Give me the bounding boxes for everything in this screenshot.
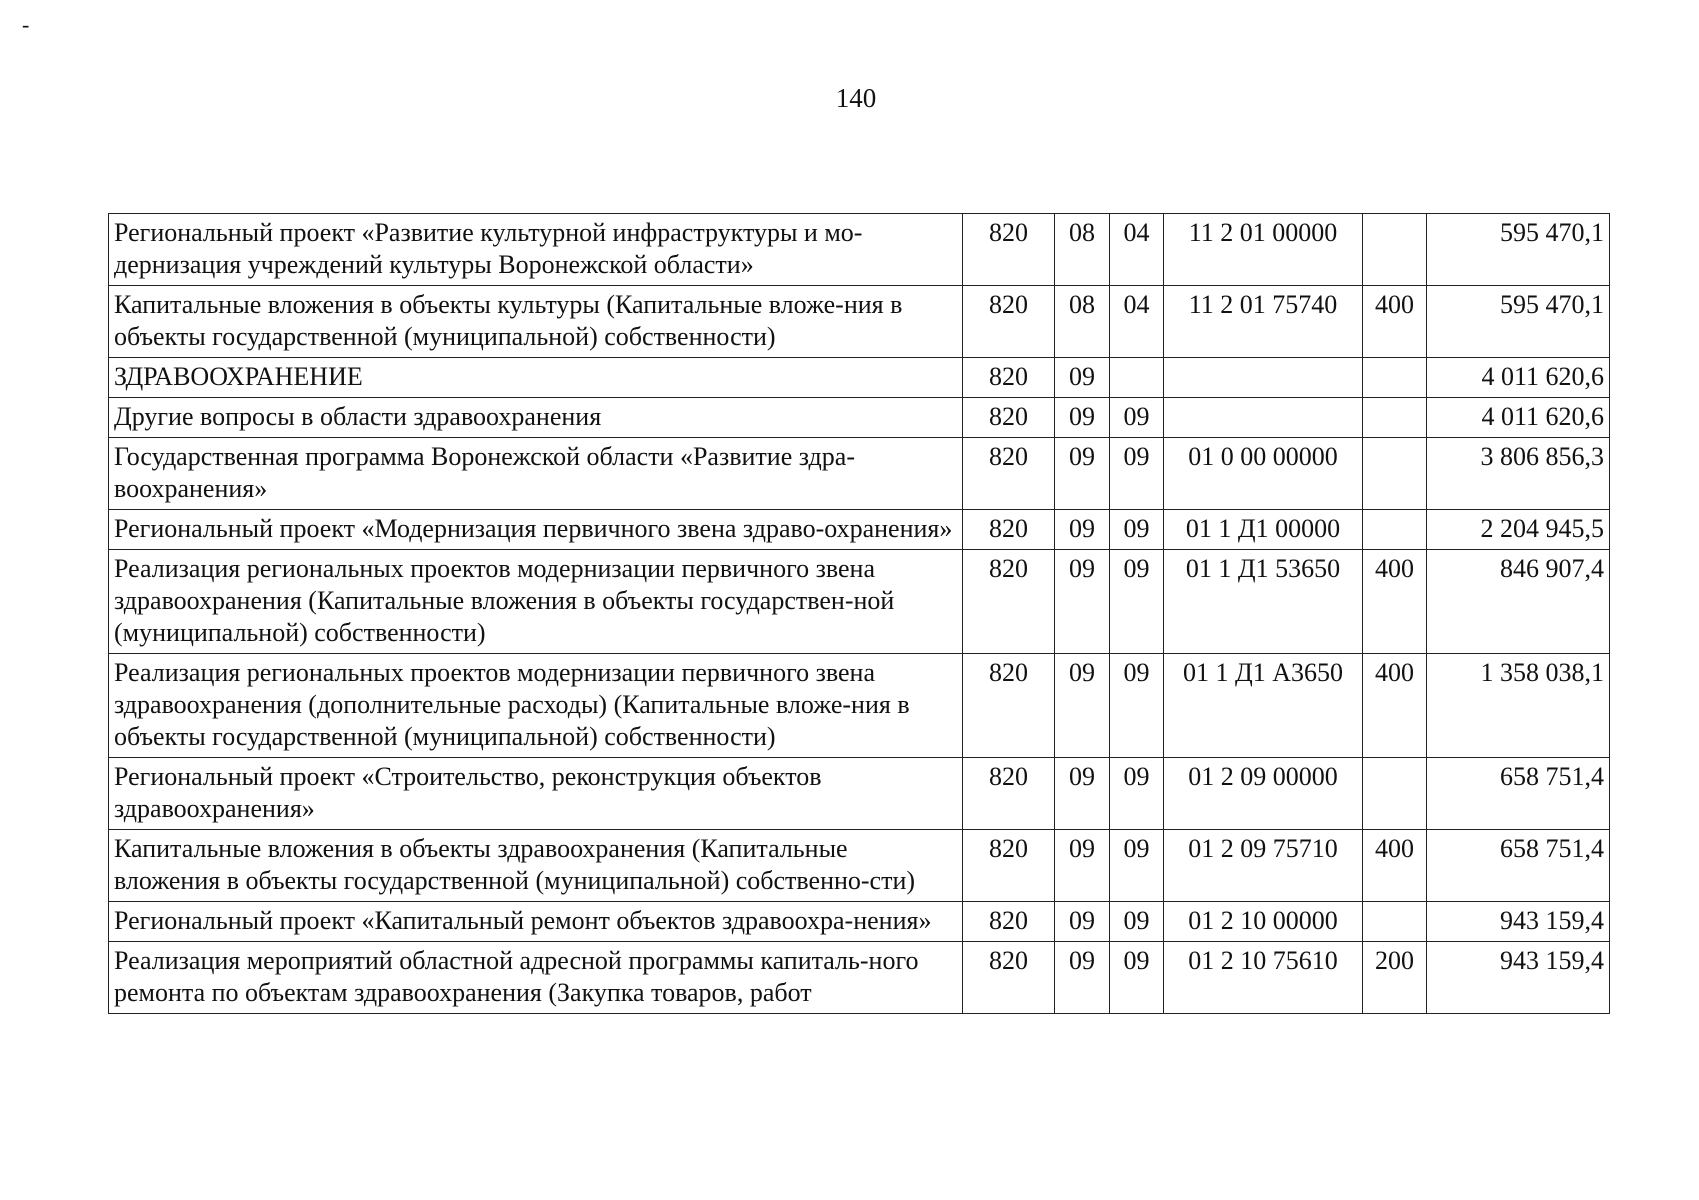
row-target-article: 01 2 09 75710: [1164, 830, 1363, 902]
row-name: Капитальные вложения в объекты здравоохранения (Капитальные вложения в объекты государственной (муниципальной) собственно-сти): [109, 830, 963, 902]
table-row: [109, 438, 1610, 510]
row-ved-code: 820: [963, 902, 1055, 942]
table-row: [109, 902, 1610, 942]
row-expense-type: [1363, 398, 1427, 438]
budget-table: [108, 213, 1610, 1014]
page-number: 140: [835, 83, 877, 113]
table-row: [109, 358, 1610, 398]
row-amount: 658 751,4: [1427, 830, 1610, 902]
row-section-code: 09: [1055, 758, 1110, 830]
row-subsection-code: 04: [1110, 286, 1164, 358]
row-target-article: 01 1 Д1 А3650: [1164, 654, 1363, 758]
row-expense-type: [1363, 902, 1427, 942]
row-target-article: [1164, 398, 1363, 438]
row-target-article: [1164, 358, 1363, 398]
table-row: [109, 830, 1610, 902]
row-ved-code: 820: [963, 550, 1055, 654]
table-row: [109, 654, 1610, 758]
row-section-code: 09: [1055, 438, 1110, 510]
row-amount: 3 806 856,3: [1427, 438, 1610, 510]
row-ved-code: 820: [963, 214, 1055, 286]
row-ved-code: 820: [963, 758, 1055, 830]
row-expense-type: 400: [1363, 550, 1427, 654]
row-ved-code: 820: [963, 942, 1055, 1014]
row-section-code: 09: [1055, 830, 1110, 902]
row-target-article: 11 2 01 00000: [1164, 214, 1363, 286]
row-subsection-code: 09: [1110, 758, 1164, 830]
table-row: [109, 942, 1610, 1014]
row-amount: 595 470,1: [1427, 286, 1610, 358]
row-subsection-code: [1110, 358, 1164, 398]
row-ved-code: 820: [963, 510, 1055, 550]
row-name: Реализация региональных проектов модернизации первичного звена здравоохранения (дополнительные расходы) (Капитальные вложе-ния в объекты государственной (муниципальной) собственности): [109, 654, 963, 758]
row-amount: 846 907,4: [1427, 550, 1610, 654]
row-subsection-code: 09: [1110, 398, 1164, 438]
row-name: Региональный проект «Капитальный ремонт объектов здравоохра-нения»: [109, 902, 963, 942]
row-section-code: 09: [1055, 654, 1110, 758]
row-name: Региональный проект «Развитие культурной инфраструктуры и мо-дернизация учреждений культуры Воронежской области»: [109, 214, 963, 286]
table-row: [109, 758, 1610, 830]
corner-mark: -: [22, 12, 30, 37]
row-name: Региональный проект «Строительство, реконструкция объектов здравоохранения»: [109, 758, 963, 830]
row-section-code: 09: [1055, 398, 1110, 438]
row-expense-type: 400: [1363, 286, 1427, 358]
row-name: Капитальные вложения в объекты культуры (Капитальные вложе-ния в объекты государственной (муниципальной) собственности): [109, 286, 963, 358]
row-subsection-code: 09: [1110, 830, 1164, 902]
row-subsection-code: 09: [1110, 510, 1164, 550]
row-section-code: 09: [1055, 358, 1110, 398]
row-section-code: 09: [1055, 942, 1110, 1014]
row-target-article: 01 2 10 75610: [1164, 942, 1363, 1014]
row-ved-code: 820: [963, 654, 1055, 758]
row-expense-type: 200: [1363, 942, 1427, 1014]
row-amount: 2 204 945,5: [1427, 510, 1610, 550]
table-row: [109, 550, 1610, 654]
row-section-code: 08: [1055, 214, 1110, 286]
row-target-article: 01 2 09 00000: [1164, 758, 1363, 830]
row-amount: 1 358 038,1: [1427, 654, 1610, 758]
row-name: Реализация региональных проектов модернизации первичного звена здравоохранения (Капитальные вложения в объекты государствен-ной (муниципальной) собственности): [109, 550, 963, 654]
row-name: Государственная программа Воронежской области «Развитие здра-воохранения»: [109, 438, 963, 510]
row-target-article: 01 1 Д1 53650: [1164, 550, 1363, 654]
row-expense-type: [1363, 758, 1427, 830]
row-amount: 595 470,1: [1427, 214, 1610, 286]
row-ved-code: 820: [963, 398, 1055, 438]
row-ved-code: 820: [963, 358, 1055, 398]
row-expense-type: [1363, 510, 1427, 550]
row-ved-code: 820: [963, 286, 1055, 358]
row-expense-type: [1363, 358, 1427, 398]
row-expense-type: 400: [1363, 654, 1427, 758]
table-row: [109, 398, 1610, 438]
row-expense-type: 400: [1363, 830, 1427, 902]
row-name: Реализация мероприятий областной адресной программы капиталь-ного ремонта по объектам здравоохранения (Закупка товаров, работ: [109, 942, 963, 1014]
table-row: [109, 510, 1610, 550]
row-ved-code: 820: [963, 830, 1055, 902]
row-subsection-code: 09: [1110, 654, 1164, 758]
row-section-code: 09: [1055, 510, 1110, 550]
row-expense-type: [1363, 438, 1427, 510]
row-amount: 658 751,4: [1427, 758, 1610, 830]
row-target-article: 01 2 10 00000: [1164, 902, 1363, 942]
row-section-code: 09: [1055, 902, 1110, 942]
row-subsection-code: 09: [1110, 438, 1164, 510]
row-subsection-code: 09: [1110, 942, 1164, 1014]
row-section-code: 09: [1055, 550, 1110, 654]
row-name: Региональный проект «Модернизация первичного звена здраво-охранения»: [109, 510, 963, 550]
row-amount: 943 159,4: [1427, 902, 1610, 942]
row-section-code: 08: [1055, 286, 1110, 358]
row-name: Другие вопросы в области здравоохранения: [109, 398, 963, 438]
row-amount: 4 011 620,6: [1427, 398, 1610, 438]
row-target-article: 11 2 01 75740: [1164, 286, 1363, 358]
row-name: ЗДРАВООХРАНЕНИЕ: [109, 358, 963, 398]
table-row: [109, 214, 1610, 286]
row-ved-code: 820: [963, 438, 1055, 510]
row-amount: 4 011 620,6: [1427, 358, 1610, 398]
table-row: [109, 286, 1610, 358]
row-expense-type: [1363, 214, 1427, 286]
row-amount: 943 159,4: [1427, 942, 1610, 1014]
row-target-article: 01 0 00 00000: [1164, 438, 1363, 510]
row-subsection-code: 09: [1110, 902, 1164, 942]
row-subsection-code: 04: [1110, 214, 1164, 286]
row-subsection-code: 09: [1110, 550, 1164, 654]
row-target-article: 01 1 Д1 00000: [1164, 510, 1363, 550]
